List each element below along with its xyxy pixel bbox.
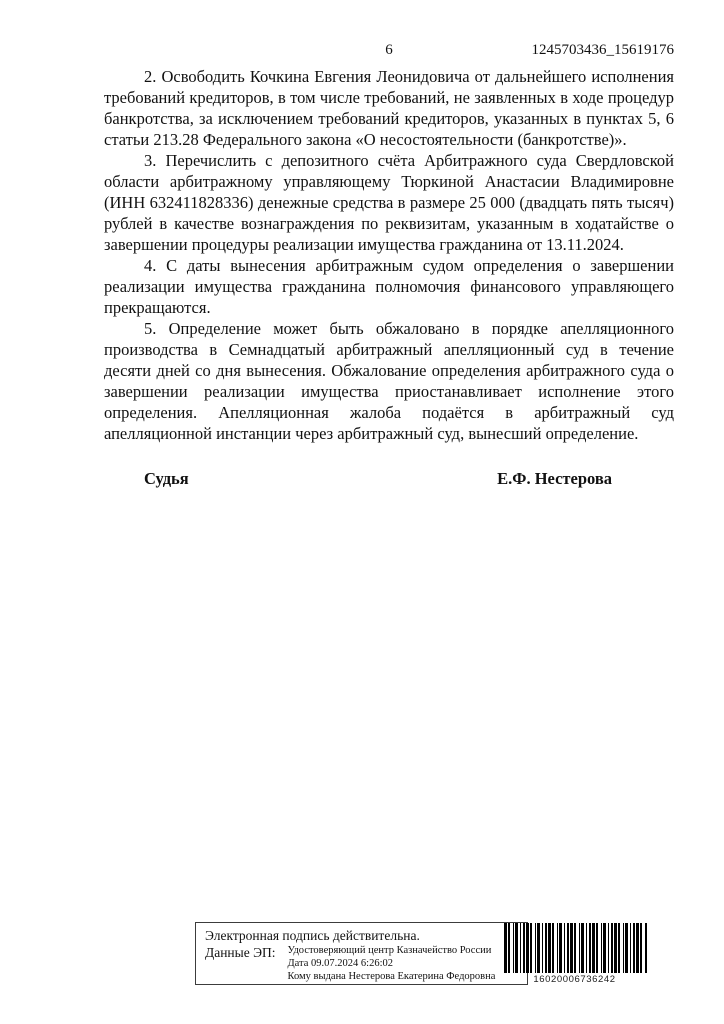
judge-role-label: Судья: [144, 469, 189, 488]
stamp-data-label: Данные ЭП:: [205, 945, 276, 960]
page-header: [104, 42, 674, 60]
barcode-number: 16020006736242: [533, 974, 616, 985]
ruling-body: [104, 66, 674, 489]
document-id: 1245703436_15619176: [531, 42, 674, 58]
body-paragraph-4: 4. С даты вынесения арбитражным судом определения о завершении реализации имущества гражданина полномочия финансового управляющего прекращаются.: [104, 256, 674, 317]
body-paragraph-2: 2. Освободить Кочкина Евгения Леонидовича от дальнейшего исполнения требований кредиторов, в том числе требований, не заявленных в ходе процедур банкротства, за исключением требований кредиторов, указанных в пунктах 5, 6 статьи 213.28 Федерального закона «О несостоятельности (банкротстве)».: [104, 67, 674, 149]
stamp-date-line: Дата 09.07.2024 6:26:02: [287, 957, 394, 969]
page-number: 6: [385, 42, 393, 58]
stamp-data-row: [205, 945, 519, 983]
signature-row: [104, 468, 674, 489]
stamp-issued-to-line: Кому выдана Нестерова Екатерина Федоровна: [287, 970, 496, 982]
body-paragraph-5: 5. Определение может быть обжаловано в порядке апелляционного производства в Семнадцатый арбитражный апелляционный суд в течение десяти дней со дня вынесения. Обжалование определения арбитражного суда о завершении реализации имущества приостанавливает исполнение этого определения. Апелляционная жалоба подаётся в арбитражный суд апелляционной инстанции через арбитражный суд, вынесший определение.: [104, 319, 674, 443]
stamp-data-lines: [288, 945, 496, 983]
body-paragraph-3: 3. Перечислить с депозитного счёта Арбитражного суда Свердловской области арбитражному управляющему Тюркиной Анастасии Владимировне (ИНН 632411828336) денежные средства в размере 25 000 (двадцать пять тысяч) рублей в качестве вознаграждения по реквизитам, указанным в ходатайстве о завершении процедуры реализации имущества гражданина от 13.11.2024.: [104, 151, 674, 254]
judge-name: Е.Ф. Нестерова: [497, 469, 612, 488]
electronic-signature-stamp: [195, 922, 528, 985]
stamp-certificate-authority: Удостоверяющий центр Казначейство России: [287, 945, 492, 956]
barcode: [504, 923, 647, 973]
stamp-validity-text: Электронная подпись действительна.: [205, 928, 420, 943]
